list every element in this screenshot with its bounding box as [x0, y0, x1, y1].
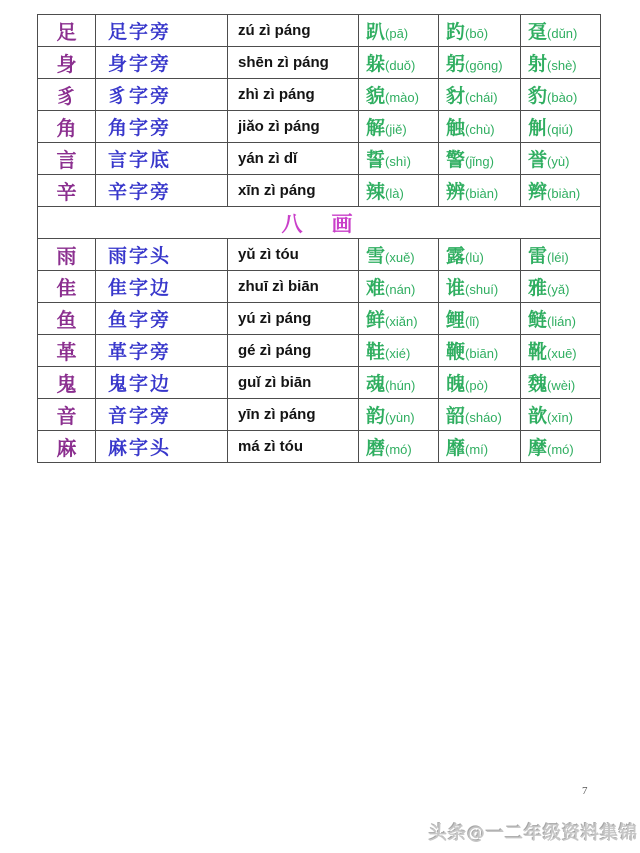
radical-name-cell: 言字底 — [96, 143, 228, 175]
example-character: 鞭 — [446, 341, 466, 363]
radical-cell: 音 — [38, 399, 96, 431]
example-pinyin: (biàn) — [547, 186, 581, 201]
example-cell — [359, 15, 439, 47]
example-cell — [521, 271, 601, 303]
example-character: 貌 — [366, 85, 386, 107]
example-character: 觓 — [528, 117, 548, 139]
radical-table — [37, 14, 601, 463]
example-cell — [359, 399, 439, 431]
example-pinyin: (lián) — [547, 314, 576, 329]
pinyin-cell: gé zì páng — [228, 335, 359, 367]
example-cell — [521, 367, 601, 399]
example-cell — [359, 239, 439, 271]
example-character: 誉 — [528, 149, 548, 171]
example-pinyin: (xuē) — [547, 346, 577, 361]
pinyin-cell: guǐ zì biān — [228, 367, 359, 399]
example-pinyin: (yù) — [547, 154, 570, 169]
example-character: 魂 — [366, 373, 386, 395]
example-pinyin: (xié) — [385, 346, 411, 361]
example-cell — [439, 239, 521, 271]
radical-name-cell: 鱼字旁 — [96, 303, 228, 335]
example-pinyin: (chù) — [465, 122, 495, 137]
example-cell — [359, 335, 439, 367]
pinyin-cell: zhì zì páng — [228, 79, 359, 111]
example-cell — [359, 271, 439, 303]
radical-cell: 隹 — [38, 271, 96, 303]
example-character: 谁 — [446, 277, 466, 299]
example-cell — [521, 431, 601, 463]
radical-cell: 鱼 — [38, 303, 96, 335]
example-pinyin: (xīn) — [547, 410, 574, 425]
example-character: 韶 — [446, 405, 466, 427]
table-row — [38, 239, 601, 271]
example-cell — [521, 239, 601, 271]
example-character: 魄 — [446, 373, 466, 395]
table-row — [38, 335, 601, 367]
radical-cell: 身 — [38, 47, 96, 79]
example-pinyin: (lù) — [465, 250, 484, 265]
radical-name-cell: 辛字旁 — [96, 175, 228, 207]
example-cell — [521, 79, 601, 111]
radical-name-cell: 豸字旁 — [96, 79, 228, 111]
example-pinyin: (xuě) — [385, 250, 415, 265]
radical-name-cell: 隹字边 — [96, 271, 228, 303]
example-pinyin: (xiǎn) — [385, 314, 418, 329]
radical-name-cell: 身字旁 — [96, 47, 228, 79]
watermark: 头条@一二年级资料集锦 — [429, 823, 638, 844]
radical-name-cell: 雨字头 — [96, 239, 228, 271]
radical-cell: 鬼 — [38, 367, 96, 399]
example-character: 雷 — [528, 245, 548, 267]
radical-table-body — [38, 15, 601, 463]
example-cell — [521, 111, 601, 143]
example-cell — [439, 303, 521, 335]
table-row — [38, 399, 601, 431]
example-cell — [359, 303, 439, 335]
radical-name-cell: 麻字头 — [96, 431, 228, 463]
example-character: 鲜 — [366, 309, 386, 331]
example-cell — [359, 175, 439, 207]
example-pinyin: (jiě) — [385, 122, 407, 137]
pinyin-cell: jiǎo zì páng — [228, 111, 359, 143]
example-cell — [359, 143, 439, 175]
example-pinyin: (lǐ) — [465, 314, 480, 329]
example-character: 鲢 — [528, 309, 548, 331]
example-pinyin: (dǔn) — [547, 26, 578, 41]
example-cell — [439, 47, 521, 79]
example-pinyin: (nán) — [385, 282, 416, 297]
example-pinyin: (shè) — [547, 58, 577, 73]
example-cell — [521, 399, 601, 431]
table-row — [38, 367, 601, 399]
table-row — [38, 175, 601, 207]
example-cell — [521, 15, 601, 47]
example-character: 豹 — [528, 85, 548, 107]
table-row — [38, 111, 601, 143]
example-character: 触 — [446, 117, 466, 139]
example-cell — [439, 111, 521, 143]
example-character: 雪 — [366, 245, 386, 267]
radical-cell: 豸 — [38, 79, 96, 111]
example-character: 韵 — [366, 405, 386, 427]
example-character: 难 — [366, 277, 386, 299]
pinyin-cell: yīn zì páng — [228, 399, 359, 431]
example-cell — [359, 367, 439, 399]
example-pinyin: (léi) — [547, 250, 569, 265]
example-pinyin: (hún) — [385, 378, 416, 393]
radical-cell: 辛 — [38, 175, 96, 207]
pinyin-cell: yǔ zì tóu — [228, 239, 359, 271]
radical-cell: 足 — [38, 15, 96, 47]
example-character: 鞋 — [366, 341, 386, 363]
example-pinyin: (bào) — [547, 90, 578, 105]
example-cell — [439, 431, 521, 463]
example-character: 磨 — [366, 437, 386, 459]
example-cell — [439, 271, 521, 303]
table-row — [38, 79, 601, 111]
example-character: 躲 — [366, 53, 386, 75]
example-cell — [439, 15, 521, 47]
pinyin-cell: má zì tóu — [228, 431, 359, 463]
example-pinyin: (jǐng) — [465, 154, 494, 169]
example-character: 靴 — [528, 341, 548, 363]
pinyin-cell: yán zì dǐ — [228, 143, 359, 175]
pinyin-cell: xīn zì páng — [228, 175, 359, 207]
pinyin-cell: zhuī zì biān — [228, 271, 359, 303]
example-pinyin: (mó) — [547, 442, 574, 457]
section-header: 八 画 — [38, 207, 601, 239]
example-pinyin: (yǎ) — [547, 282, 570, 297]
table-row — [38, 431, 601, 463]
example-cell — [439, 367, 521, 399]
example-cell — [359, 79, 439, 111]
example-character: 鲤 — [446, 309, 466, 331]
example-character: 辣 — [366, 181, 386, 203]
example-pinyin: (bō) — [465, 26, 489, 41]
example-cell — [439, 175, 521, 207]
example-character: 歆 — [528, 405, 548, 427]
table-row — [38, 303, 601, 335]
pinyin-cell: yú zì páng — [228, 303, 359, 335]
example-cell — [439, 335, 521, 367]
radical-cell: 言 — [38, 143, 96, 175]
radical-cell: 角 — [38, 111, 96, 143]
example-character: 辫 — [528, 181, 548, 203]
example-character: 誓 — [366, 149, 386, 171]
example-cell — [359, 111, 439, 143]
radical-cell: 雨 — [38, 239, 96, 271]
example-character: 辨 — [446, 181, 466, 203]
page-number: 7 — [582, 785, 588, 797]
example-cell — [521, 303, 601, 335]
radical-name-cell: 足字旁 — [96, 15, 228, 47]
table-row — [38, 271, 601, 303]
example-pinyin: (là) — [385, 186, 404, 201]
example-pinyin: (pò) — [465, 378, 489, 393]
example-pinyin: (qiú) — [547, 122, 574, 137]
example-pinyin: (mào) — [385, 90, 419, 105]
example-pinyin: (shuí) — [465, 282, 499, 297]
example-cell — [521, 335, 601, 367]
table-row — [38, 143, 601, 175]
pinyin-cell: shēn zì páng — [228, 47, 359, 79]
example-pinyin: (mó) — [385, 442, 412, 457]
example-pinyin: (mí) — [465, 442, 489, 457]
example-cell — [359, 47, 439, 79]
example-character: 露 — [446, 245, 466, 267]
example-character: 警 — [446, 149, 466, 171]
radical-name-cell: 革字旁 — [96, 335, 228, 367]
example-character: 魏 — [528, 373, 548, 395]
example-character: 趸 — [528, 21, 548, 43]
example-cell — [439, 399, 521, 431]
radical-name-cell: 音字旁 — [96, 399, 228, 431]
example-pinyin: (pā) — [385, 26, 409, 41]
example-pinyin: (wèi) — [547, 378, 576, 393]
example-character: 豺 — [446, 85, 466, 107]
example-cell — [439, 143, 521, 175]
example-cell — [439, 79, 521, 111]
example-character: 趵 — [446, 21, 466, 43]
example-character: 摩 — [528, 437, 548, 459]
example-pinyin: (yùn) — [385, 410, 415, 425]
example-cell — [521, 143, 601, 175]
example-character: 靡 — [446, 437, 466, 459]
pinyin-cell: zú zì páng — [228, 15, 359, 47]
example-pinyin: (biān) — [465, 346, 499, 361]
example-character: 趴 — [366, 21, 386, 43]
radical-cell: 麻 — [38, 431, 96, 463]
example-character: 射 — [528, 53, 548, 75]
example-character: 躬 — [446, 53, 466, 75]
radical-cell: 革 — [38, 335, 96, 367]
example-character: 雅 — [528, 277, 548, 299]
example-pinyin: (gōng) — [465, 58, 503, 73]
example-pinyin: (biàn) — [465, 186, 499, 201]
example-character: 解 — [366, 117, 386, 139]
example-pinyin: (duǒ) — [385, 58, 416, 73]
table-row — [38, 47, 601, 79]
radical-name-cell: 角字旁 — [96, 111, 228, 143]
section-row — [38, 207, 601, 239]
example-pinyin: (shì) — [385, 154, 412, 169]
example-cell — [521, 47, 601, 79]
example-pinyin: (chái) — [465, 90, 498, 105]
example-pinyin: (sháo) — [465, 410, 502, 425]
example-cell — [521, 175, 601, 207]
radical-name-cell: 鬼字边 — [96, 367, 228, 399]
example-cell — [359, 431, 439, 463]
table-row — [38, 15, 601, 47]
